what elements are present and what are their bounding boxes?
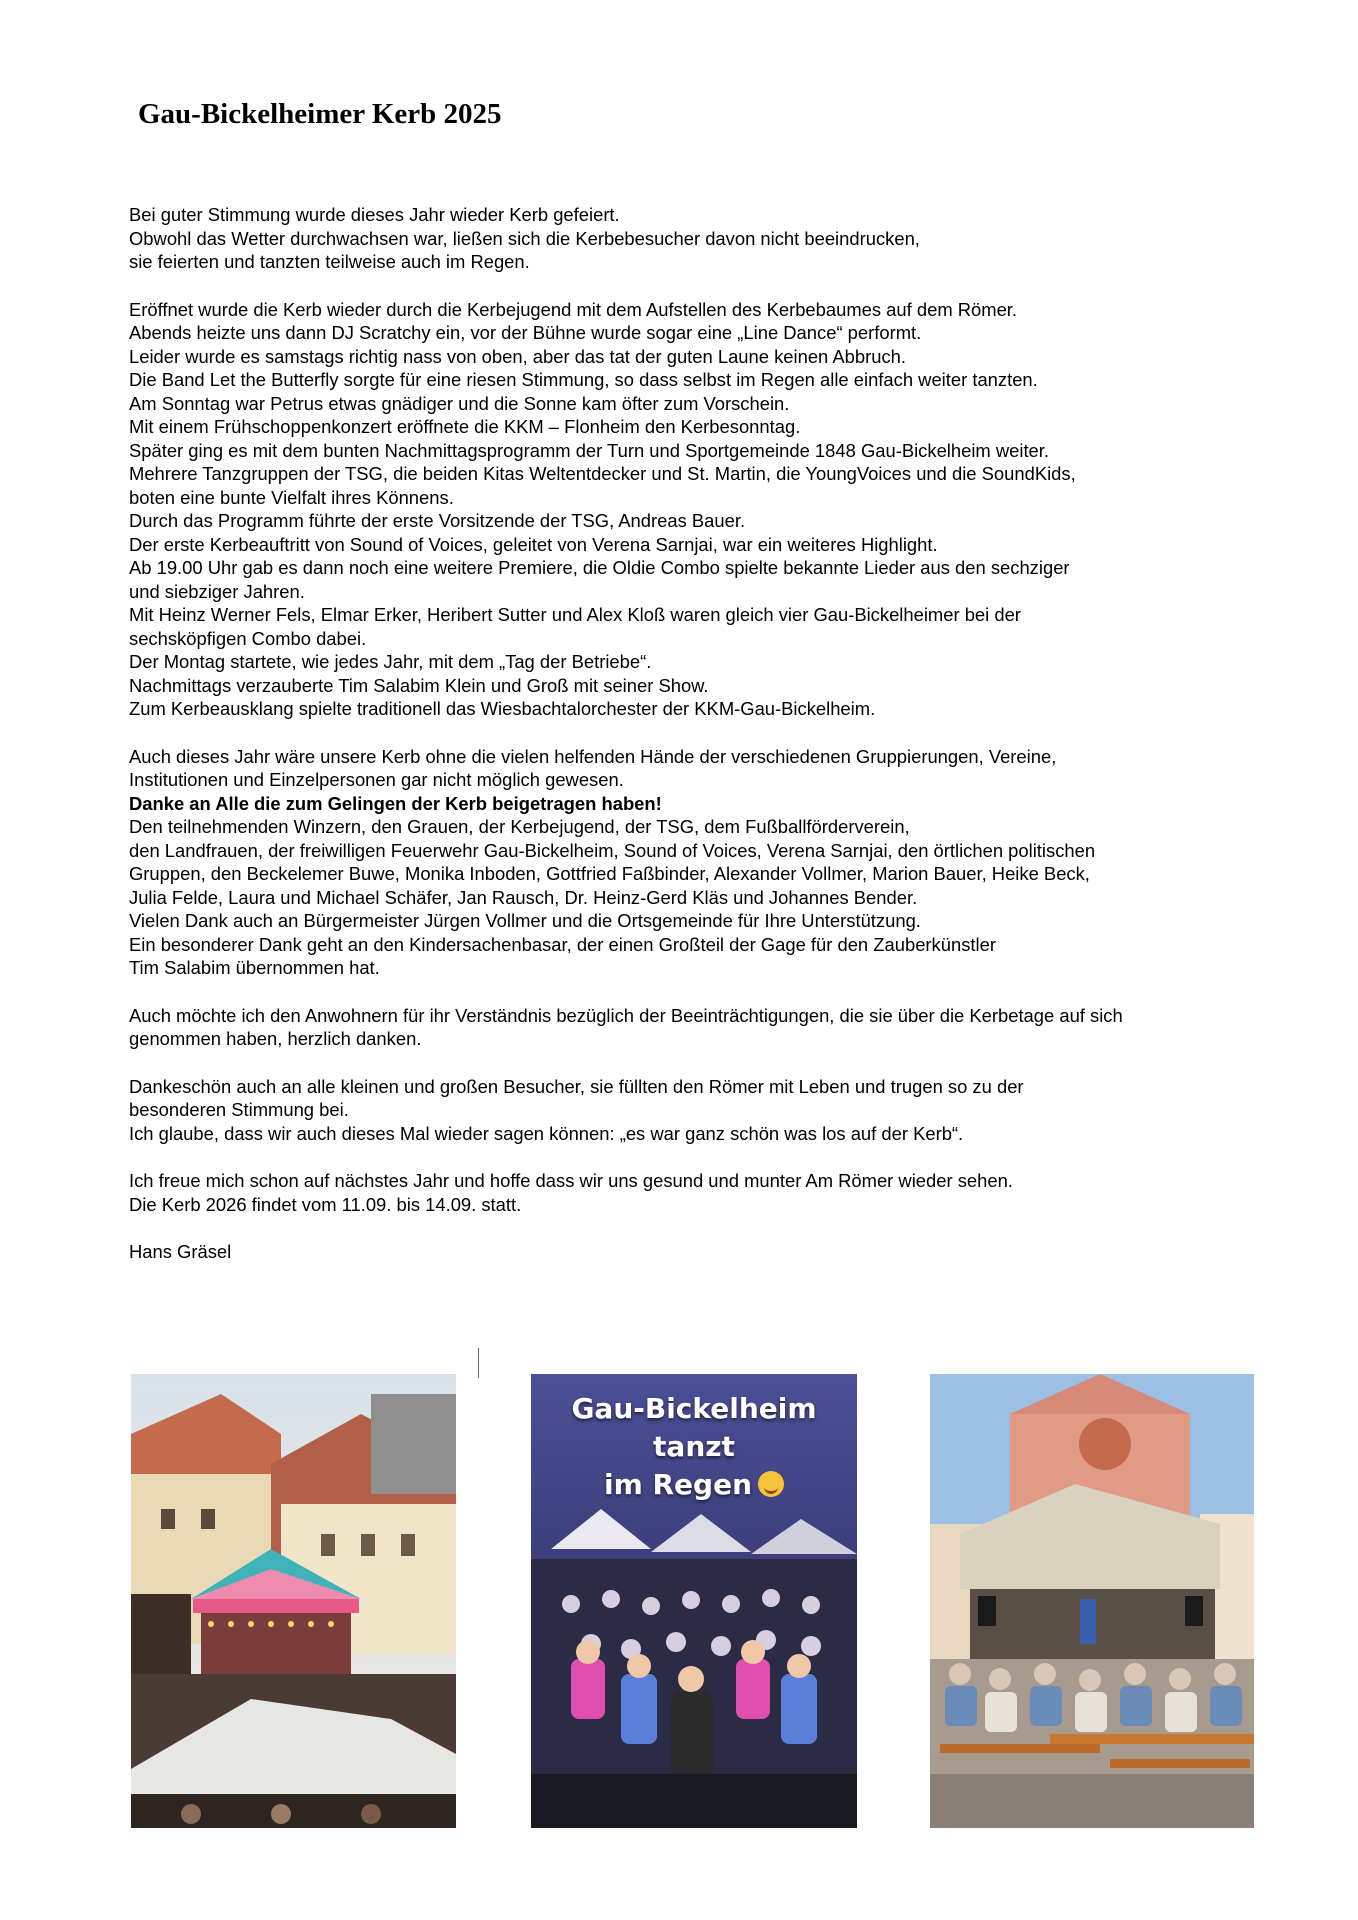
paragraph-line: sie feierten und tanzten teilweise auch im Regen.	[129, 251, 530, 272]
paragraph-line: Abends heizte uns dann DJ Scratchy ein, vor der Bühne wurde sogar eine „Line Dance“ performt.	[129, 322, 922, 343]
photo-dance-in-rain	[531, 1374, 857, 1828]
closing-line: Ich freue mich schon auf nächstes Jahr und hoffe dass wir uns gesund und munter Am Römer wieder sehen.	[129, 1170, 1013, 1191]
divider-line	[478, 1348, 479, 1378]
photo-carousel-image	[131, 1374, 456, 1828]
paragraph-gap	[129, 1145, 1279, 1169]
caption-line-2: tanzt	[653, 1430, 735, 1463]
thanks-line: Gruppen, den Beckelemer Buwe, Monika Inboden, Gottfried Faßbinder, Alexander Vollmer, Marion Bauer, Heike Beck,	[129, 863, 1090, 884]
paragraph-line: boten eine bunte Vielfalt ihres Könnens.	[129, 486, 454, 508]
paragraph-line: Später ging es mit dem bunten Nachmittagsprogramm der Turn und Sportgemeinde 1848 Gau-Bickelheim weiter.	[129, 439, 1050, 461]
signature: Hans Gräsel	[129, 1241, 232, 1262]
paragraph-gap	[129, 274, 1279, 298]
paragraph-line: Mehrere Tanzgruppen der TSG, die beiden Kitas Weltentdecker und St. Martin, die YoungVoices und die SoundKids,	[129, 463, 1076, 484]
paragraph-gap	[129, 1051, 1279, 1075]
paragraph-line: Auch dieses Jahr wäre unsere Kerb ohne die vielen helfenden Hände der verschiedenen Gruppierungen, Vereine,	[129, 745, 1057, 767]
caption-line-1: Gau-Bickelheim	[571, 1392, 817, 1425]
paragraph-line: Nachmittags verzauberte Tim Salabim Klein und Groß mit seiner Show.	[129, 674, 709, 696]
paragraph-gap	[129, 980, 1279, 1004]
paragraph-line: und siebziger Jahren.	[129, 580, 305, 602]
paragraph-gap	[129, 1216, 1279, 1240]
paragraph-line: Institutionen und Einzelpersonen gar nicht möglich gewesen.	[129, 769, 624, 790]
closing-line: Auch möchte ich den Anwohnern für ihr Verständnis bezüglich der Beeinträchtigungen, die sie über die Kerbetage auf sich	[129, 1004, 1123, 1026]
paragraph-line: Der erste Kerbeauftritt von Sound of Voices, geleitet von Verena Sarnjai, war ein weiteres Highlight.	[129, 533, 938, 555]
closing-line: genommen haben, herzlich danken.	[129, 1028, 422, 1049]
paragraph-line: Eröffnet wurde die Kerb wieder durch die Kerbejugend mit dem Aufstellen des Kerbebaumes auf dem Römer.	[129, 298, 1018, 320]
page-title: Gau-Bickelheimer Kerb 2025	[138, 98, 502, 130]
paragraph-line: Der Montag startete, wie jedes Jahr, mit dem „Tag der Betriebe“.	[129, 651, 652, 672]
thanks-line: den Landfrauen, der freiwilligen Feuerwehr Gau-Bickelheim, Sound of Voices, Verena Sarnjai, den örtlichen politischen	[129, 839, 1096, 861]
paragraph-line: Zum Kerbeausklang spielte traditionell das Wiesbachtalorchester der KKM-Gau-Bickelheim.	[129, 698, 876, 719]
closing-line: besonderen Stimmung bei.	[129, 1099, 349, 1120]
smiling-face-with-hearts-icon	[758, 1471, 784, 1497]
paragraph-line: Ab 19.00 Uhr gab es dann noch eine weitere Premiere, die Oldie Combo spielte bekannte Lieder aus den sechziger	[129, 557, 1070, 578]
paragraph-line: Mit Heinz Werner Fels, Elmar Erker, Heribert Sutter und Alex Kloß waren gleich vier Gau-Bickelheimer bei der	[129, 604, 1021, 625]
thanks-line: Ein besonderer Dank geht an den Kindersachenbasar, der einen Großteil der Gage für den Zauberkünstler	[129, 933, 996, 955]
photo-stage-image	[930, 1374, 1254, 1828]
closing-line: Dankeschön auch an alle kleinen und großen Besucher, sie füllten den Römer mit Leben und trugen so zu der	[129, 1075, 1024, 1097]
photo-stage-tent	[930, 1374, 1254, 1828]
paragraph-line: Die Band Let the Butterfly sorgte für eine riesen Stimmung, so dass selbst im Regen alle einfach weiter tanzten.	[129, 369, 1038, 390]
paragraph-line: Durch das Programm führte der erste Vorsitzende der TSG, Andreas Bauer.	[129, 510, 746, 531]
thanks-line: Vielen Dank auch an Bürgermeister Jürgen Vollmer und die Ortsgemeinde für Ihre Unterstützung.	[129, 910, 921, 931]
paragraph-line: Leider wurde es samstags richtig nass von oben, aber das tat der guten Laune keinen Abbruch.	[129, 345, 906, 367]
paragraph-line: Obwohl das Wetter durchwachsen war, ließen sich die Kerbebesucher davon nicht beeindrucken,	[129, 227, 920, 249]
caption-line-3: im Regen	[603, 1468, 753, 1501]
closing-line: Die Kerb 2026 findet vom 11.09. bis 14.09. statt.	[129, 1193, 522, 1215]
photo-carousel	[131, 1374, 456, 1828]
thanks-line: Den teilnehmenden Winzern, den Grauen, der Kerbejugend, der TSG, dem Fußballförderverein,	[129, 816, 910, 837]
paragraph-line: Am Sonntag war Petrus etwas gnädiger und die Sonne kam öfter zum Vorschein.	[129, 392, 790, 414]
thanks-line: Tim Salabim übernommen hat.	[129, 957, 380, 978]
closing-line: Ich glaube, dass wir auch dieses Mal wieder sagen können: „es war ganz schön was los auf der Kerb“.	[129, 1122, 964, 1144]
article-body	[129, 203, 1279, 1264]
thanks-line: Julia Felde, Laura und Michael Schäfer, Jan Rausch, Dr. Heinz-Gerd Kläs und Johannes Bender.	[129, 886, 918, 908]
paragraph-gap	[129, 721, 1279, 745]
photo-caption	[531, 1390, 857, 1504]
paragraph-line: sechsköpfigen Combo dabei.	[129, 627, 367, 649]
paragraph-line: Bei guter Stimmung wurde dieses Jahr wieder Kerb gefeiert.	[129, 204, 620, 225]
thanks-heading: Danke an Alle die zum Gelingen der Kerb beigetragen haben!	[129, 792, 662, 814]
paragraph-line: Mit einem Frühschoppenkonzert eröffnete die KKM – Flonheim den Kerbesonntag.	[129, 416, 801, 437]
